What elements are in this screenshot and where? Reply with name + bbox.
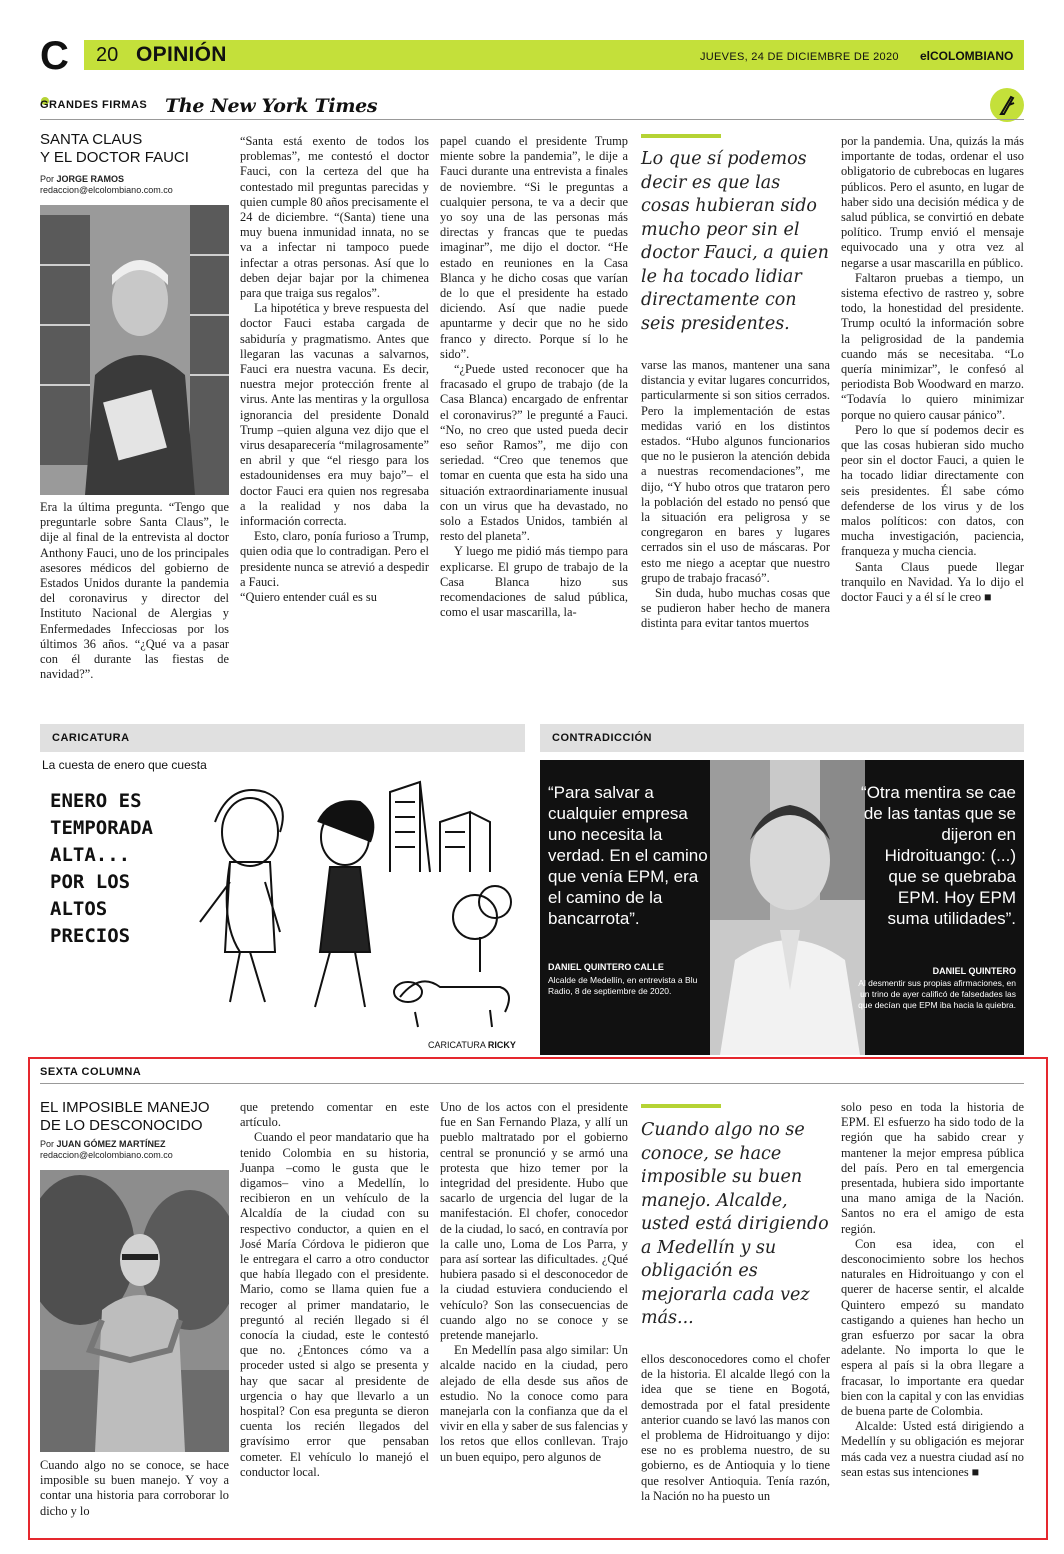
top-article-col4: varse las manos, mantener una sana distancia y evitar lugares concurridos, particularmente si son sitios cerrados. Pero la implementación de estas medidas varió en los distintos estados. “Hubo algunos funcionarios que no le pusieron la atención debida a nuestras recomendaciones”, me dijo, “Y hubo otros que trataron pero la población del estado no pensó que la situación era peligrosa y se congregaron en bares y lugares cerrados sin el uso de máscaras. Por esto me niego a aceptar que nuestro grupo de trabajo fracasó”. Sin duda, hubo muchas cosas que se pudieron haber hecho de manera distinta para evitar tantos muertos — [641, 358, 830, 631]
bottom-article-col2: que pretendo comentar en este artículo. Cuando el peor mandatario que ha tenido Colombia en su historia, Juanpa –como le gusta que le digamos– vino a Medellín, lo recibieron en un vehículo de la Alcaldía de la ciudad con su respectivo conductor, a quien en el José María Córdova le pidieron que le entregara el carro a otro conductor que había llegado con el presidente. Mario, como se llama quien fue a recoger al primer mandatario, le preguntó al recién llegado si él conocía la ciudad, este le contestó que no. ¿Entonces cómo va a proceder usted si algo se presenta y hay que sacar al presidente de urgencia o hay que llevarlo a un hospital? Con esa pregunta se dieron cuenta los recién llegados del gravísimo error que pensaban cometer. El vehículo lo manejó el conductor local. — [240, 1100, 429, 1479]
caricature-credit: CARICATURA RICKY — [428, 1040, 516, 1050]
paper-name: elCOLOMBIANO — [920, 49, 1014, 63]
cartoon-lettering: ENERO ES TEMPORADA ALTA... POR LOS ALTOS PRECIOS — [50, 790, 153, 947]
contradiction-panel — [540, 760, 1024, 1055]
bottom-byline: Por JUAN GÓMEZ MARTÍNEZ redaccion@elcolombiano.com.co — [40, 1139, 173, 1160]
page-number: 20 — [96, 44, 119, 66]
bottom-article-title: EL IMPOSIBLE MANEJO DE LO DESCONOCIDO — [40, 1099, 210, 1134]
caricature-kicker: CARICATURA — [52, 732, 130, 744]
contradiction-name-left: DANIEL QUINTERO CALLE — [548, 962, 664, 972]
bottom-pull-quote: Cuando algo no se conoce, se hace imposible su buen manejo. Alcalde, usted está dirigiendo a Medellín y su obligación es mejorarla cada vez más... — [641, 1120, 829, 1328]
pull-quote-accent — [641, 134, 721, 138]
quintero-photo — [710, 760, 865, 1055]
issue-date: JUEVES, 24 DE DICIEMBRE DE 2020 — [700, 51, 899, 63]
top-article-title: SANTA CLAUS Y EL DOCTOR FAUCI — [40, 131, 189, 166]
contradiction-quote-left: “Para salvar a cualquier empresa uno necesita la verdad. En el camino que venía EPM, era el camino de la bancarrota”. — [548, 783, 708, 928]
bottom-divider — [40, 1083, 1024, 1084]
caricature-caption: La cuesta de enero que cuesta — [42, 758, 207, 772]
contradiction-desc-left: Alcalde de Medellín, en entrevista a Blu Radio, 8 de septiembre de 2020. — [548, 975, 698, 996]
contradiction-kicker: CONTRADICCIÓN — [552, 732, 652, 744]
contradiction-desc-right: Al desmentir sus propias afirmaciones, en un trino de ayer calificó de falsedades las que decían que EPM iba hacia la quiebra. — [858, 978, 1016, 1010]
newspaper-logo: C — [40, 38, 76, 74]
author-photo-juan-gomez — [40, 1170, 229, 1452]
bottom-article-col4: ellos desconocedores como el chofer de la historia. El alcalde llegó con la idea que se tiene en Bogotá, demostrada por el fatal presidente anterior cuando se lavó las manos con el problema de Hidroituango y dijo: ese no es problema nuestro, de su gobierno, es de Antioquia y lo tiene que resolver Antioquia. Tenía razón, la Nación no ha puesto un — [641, 1352, 830, 1503]
top-divider — [40, 119, 1024, 120]
contradiction-name-right: DANIEL QUINTERO — [932, 966, 1016, 976]
bottom-article-col3: Uno de los actos con el presidente fue en San Fernando Plaza, y allí un pueblo maltratado por el gobierno central se pronunció y se armó una protesta que hizo temer por la integridad del presidente. Hubo que sacarlo de urgencia del lugar de la manifestación. El chofer, conocedor de la ciudad, lo sacó, en contravía por la calle uno, Loma de Los Parra, y para así sortear las dificultades. ¿Qué hubiera pasado si el desconocedor de la ciudad estuviera conduciendo el vehículo? Son las consecuencias de cuando algo no se conoce y se pretende manejarlo. En Medellín pasa algo similar: Un alcalde nacido en la ciudad, pero alejado de ella desde sus años de estudio. No la conoce como para manejarla con la confianza que da el vivir en ella y saber de sus falencias y los retos que ellos conllevan. Trajo un buen equipo, pero algunos de — [440, 1100, 628, 1464]
top-article-col2: “Santa está exento de todos los problemas”, me contestó el doctor Fauci, con la certeza del que ha contestado mil preguntas parecidas y quien cumple 80 años precisamente el 24 de diciembre. “(Santa) tiene una muy buena inmunidad innata, no se va a infectar ni tampoco puede infectar a otras personas. Así que lo deben dejar bajar por la chimenea para que traiga sus regalos”. La hipotética y breve respuesta del doctor Fauci estaba cargada de sabiduría y pragmatismo. Antes que llegaran las vacunas a salvarnos, Fauci era nuestra vacuna. Es decir, nuestra mejor protección frente al virus. Ante las mentiras y la orgullosa ignorancia del presidente Donald Trump –quien alguna vez dijo que el virus desaparecería “milagrosamente” en abril y que “el riesgo para los estadounidenses era muy bajo”– el doctor Fauci era quien nos regresaba a la realidad y nos daba la información correcta. Esto, claro, ponía furioso a Trump, quien odia que lo contradigan. Pero el presidente nunca se atrevió a despedir a Fauci. “Quiero entender cuál es su — [240, 134, 429, 605]
top-byline: Por JORGE RAMOS redaccion@elcolombiano.com.co — [40, 174, 173, 195]
quill-icon — [990, 88, 1024, 122]
bottom-kicker: SEXTA COLUMNA — [40, 1066, 142, 1078]
bottom-article-col5: solo peso en toda la historia de EPM. El esfuerzo ha sido todo de la región que ha sabido crear y mantener la mejor empresa pública del país. Pero en tal emergencia presentada, hubiera sido importante una mano amiga de la Nación. Santos no era el amigo de esta región. Con esa idea, con el desconocimiento sobre los hechos naturales en Hidroituango y con el querer de hacerse sentir, el alcalde Quintero empezó su mandato castigando a quienes han hecho un gran esfuerzo por sacar la obra adelante. No importa lo que le espera al país si la obra llegare a fracasar, lo importante era quedar bien con la capital y con las envidias de buena parte de Colombia. Alcalde: Usted está dirigiendo a Medellín y su obligación es mejorar más cada vez a nuestra ciudad así no sean estas sus intenciones ■ — [841, 1100, 1024, 1479]
section-title: OPINIÓN — [136, 43, 227, 66]
bottom-pull-quote-accent — [641, 1104, 721, 1108]
author-photo-jorge-ramos — [40, 205, 229, 495]
top-article-col1: Era la última pregunta. “Tengo que preguntarle sobre Santa Claus”, le dije al final de la entrevista al doctor Anthony Fauci, uno de los principales asesores médicos del gobierno de Estados Unidos durante la pandemia del coronavirus y director del Instituto Nacional de Alergias y Enfermedades Infecciosas por los últimos 36 años. “¿Qué va a pasar con él durante las fiestas de navidad?”. — [40, 500, 229, 682]
contradiction-quote-right: “Otra mentira se cae de las tantas que se dijeron en Hidroituango: (...) que se quebraba EPM. Hoy EPM suma utilidades”. — [861, 783, 1016, 928]
top-kicker: GRANDES FIRMAS — [40, 99, 148, 111]
caricature-drawing — [40, 752, 525, 1052]
top-pull-quote: Lo que sí podemos decir es que las cosas hubieran sido mucho peor sin el doctor Fauci, a quien le ha tocado lidiar directamente con seis presidentes. — [641, 149, 829, 334]
partner-logo: The New York Times — [165, 95, 378, 117]
top-article-col5: por la pandemia. Una, quizás la más importante de todas, ordenar el uso obligatorio de cubrebocas en lugares públicos. Pero el asunto, en lugar de haber sido una decisión médica y de salud pública, se convirtió en debate político. Trump envió el mensaje equivocado una y otra vez al negarse a usar mascarilla en público. Faltaron pruebas a tiempo, un sistema efectivo de rastreo y, sobre todo, la honestidad del presidente. Trump ocultó la información sobre la peligrosidad de la pandemia cuando más se necesitaba. “Lo quería minimizar”, le confesó al periodista Bob Woodward en marzo. “Todavía lo quiero minimizar porque no quiero causar pánico”. Pero lo que sí podemos decir es que las cosas hubieran sido mucho peor sin el doctor Fauci, a quien le ha tocado lidiar directamente con seis presidentes. Él sabe cómo defenderse de los virus y de los malos políticos: con datos, con mucha investigación, paciencia, franqueza y mucha ciencia. Santa Claus puede llegar tranquilo en Navidad. Ya lo dijo el doctor Fauci y a él sí le creo ■ — [841, 134, 1024, 605]
bottom-article-col1: Cuando algo no se conoce, se hace imposible su buen manejo. Y voy a contar una historia para corroborar lo dicho y lo — [40, 1458, 229, 1518]
top-article-col3: papel cuando el presidente Trump miente sobre la pandemia”, le dije a Fauci durante una entrevista a finales de noviembre. “Si le preguntas a cualquier persona, te va a decir que yo soy una de las personas más directas y francas que te puedas imaginar”, me dijo el doctor. “He estado en reuniones en la Casa Blanca y he dicho cosas que varían de lo que el presidente ha estado diciendo. Así que nadie puede apuntarme y decir que no he sido franco y directo. Porque sí lo he sido”. “¿Puede usted reconocer que ha fracasado el grupo de trabajo (de la Casa Blanca) encargado de enfrentar el coronavirus?” le pregunté a Fauci. “No, no creo que usted pueda decir eso señor Ramos”, me dijo con seriedad. “Creo que tenemos que tomar en cuenta que esta ha sido una situación extraordinariamente inusual con un virus que ha devastado, no solo a Estados Unidos, también al resto del planeta”. Y luego me pidió más tiempo para explicarse. El grupo de trabajo de la Casa Blanca hizo sus recomendaciones de salud pública, como el usar mascarilla, la- — [440, 134, 628, 620]
